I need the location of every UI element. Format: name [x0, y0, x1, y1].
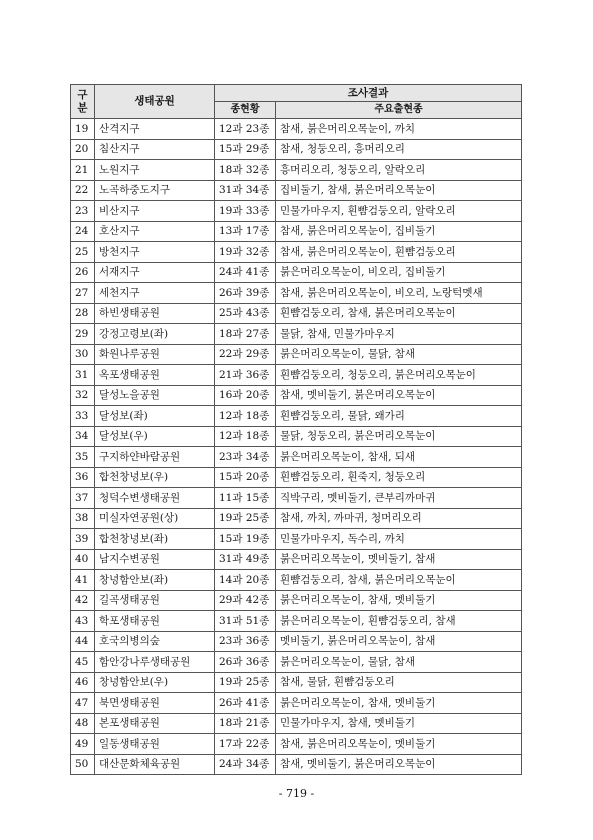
species-count: 24과 34종 [215, 754, 276, 775]
table-row [71, 242, 522, 263]
table-row [71, 693, 522, 714]
park-name: 일동생태공원 [95, 734, 215, 755]
table-row [71, 713, 522, 734]
main-species: 참새, 까치, 까마귀, 청머리오리 [276, 508, 522, 529]
species-count: 18과 27종 [215, 324, 276, 345]
table-row [71, 508, 522, 529]
park-name: 산격지구 [95, 119, 215, 140]
row-number: 45 [71, 652, 95, 673]
table-row [71, 734, 522, 755]
park-name: 미실자연공원(상) [95, 508, 215, 529]
park-name: 본포생태공원 [95, 713, 215, 734]
row-number: 29 [71, 324, 95, 345]
row-number: 43 [71, 611, 95, 632]
main-species: 민물가마우지, 흰뺨검둥오리, 알락오리 [276, 201, 522, 222]
species-count: 12과 18종 [215, 426, 276, 447]
table-row [71, 631, 522, 652]
park-name: 창녕함안보(좌) [95, 570, 215, 591]
row-number: 21 [71, 160, 95, 181]
row-number: 41 [71, 570, 95, 591]
park-name: 노원지구 [95, 160, 215, 181]
table-row [71, 467, 522, 488]
row-number: 28 [71, 303, 95, 324]
park-name: 남지수변공원 [95, 549, 215, 570]
table-row [71, 426, 522, 447]
main-species: 흥머리오리, 청둥오리, 알락오리 [276, 160, 522, 181]
park-name: 달성보(좌) [95, 406, 215, 427]
park-name: 하빈생태공원 [95, 303, 215, 324]
species-count: 26과 39종 [215, 283, 276, 304]
park-name: 방천지구 [95, 242, 215, 263]
header-park: 생태공원 [95, 85, 215, 119]
header-species-count: 종현황 [215, 102, 276, 119]
table-row [71, 590, 522, 611]
species-count: 31과 51종 [215, 611, 276, 632]
table-row [71, 406, 522, 427]
main-species: 직박구리, 멧비둘기, 큰부리까마귀 [276, 488, 522, 509]
main-species: 민물가마우지, 참새, 멧비둘기 [276, 713, 522, 734]
species-count: 17과 22종 [215, 734, 276, 755]
species-count: 31과 34종 [215, 180, 276, 201]
species-count: 31과 49종 [215, 549, 276, 570]
table-row [71, 365, 522, 386]
species-count: 29과 42종 [215, 590, 276, 611]
row-number: 20 [71, 139, 95, 160]
main-species: 참새, 멧비둘기, 붉은머리오목눈이 [276, 754, 522, 775]
park-name: 합천창녕보(우) [95, 467, 215, 488]
species-count: 15과 20종 [215, 467, 276, 488]
main-species: 흰뺨검둥오리, 참새, 붉은머리오목눈이 [276, 303, 522, 324]
row-number: 44 [71, 631, 95, 652]
species-count: 12과 18종 [215, 406, 276, 427]
park-name: 구지하얀바람공원 [95, 447, 215, 468]
main-species: 붉은머리오목눈이, 흰뺨검둥오리, 참새 [276, 611, 522, 632]
park-name: 창녕함안보(우) [95, 672, 215, 693]
main-species: 참새, 붉은머리오목눈이, 비오리, 노랑턱멧새 [276, 283, 522, 304]
row-number: 34 [71, 426, 95, 447]
row-number: 47 [71, 693, 95, 714]
header-survey-result: 조사결과 [215, 85, 522, 102]
table-row [71, 652, 522, 673]
table-row [71, 119, 522, 140]
main-species: 붉은머리오목눈이, 물닭, 참새 [276, 652, 522, 673]
table-row [71, 672, 522, 693]
main-species: 흰뺨검둥오리, 참새, 붉은머리오목눈이 [276, 570, 522, 591]
table-row [71, 549, 522, 570]
row-number: 35 [71, 447, 95, 468]
header-main-species: 주요출현종 [276, 102, 522, 119]
park-name: 호산지구 [95, 221, 215, 242]
table-row [71, 529, 522, 550]
species-count: 19과 25종 [215, 672, 276, 693]
species-count: 23과 36종 [215, 631, 276, 652]
table-row [71, 201, 522, 222]
row-number: 38 [71, 508, 95, 529]
main-species: 붉은머리오목눈이, 참새, 멧비둘기 [276, 693, 522, 714]
park-name: 학포생태공원 [95, 611, 215, 632]
park-name: 옥포생태공원 [95, 365, 215, 386]
table-row [71, 611, 522, 632]
park-name: 청덕수변생태공원 [95, 488, 215, 509]
main-species: 참새, 멧비둘기, 붉은머리오목눈이 [276, 385, 522, 406]
species-count: 19과 33종 [215, 201, 276, 222]
main-species: 참새, 붉은머리오목눈이, 흰뺨검둥오리 [276, 242, 522, 263]
row-number: 25 [71, 242, 95, 263]
park-name: 서재지구 [95, 262, 215, 283]
row-number: 31 [71, 365, 95, 386]
page-number: - 719 - [278, 787, 315, 800]
table-row [71, 447, 522, 468]
main-species: 집비둘기, 참새, 붉은머리오목눈이 [276, 180, 522, 201]
survey-table [70, 84, 522, 775]
species-count: 25과 43종 [215, 303, 276, 324]
park-name: 함안강나루생태공원 [95, 652, 215, 673]
main-species: 흰뺨검둥오리, 흰죽지, 청둥오리 [276, 467, 522, 488]
species-count: 18과 21종 [215, 713, 276, 734]
park-name: 세천지구 [95, 283, 215, 304]
table-row [71, 262, 522, 283]
table-row [71, 324, 522, 345]
row-number: 22 [71, 180, 95, 201]
main-species: 물닭, 참새, 민물가마우지 [276, 324, 522, 345]
table-row [71, 180, 522, 201]
row-number: 42 [71, 590, 95, 611]
main-species: 붉은머리오목눈이, 멧비둘기, 참새 [276, 549, 522, 570]
main-species: 참새, 물닭, 흰뺨검둥오리 [276, 672, 522, 693]
park-name: 합천창녕보(좌) [95, 529, 215, 550]
header-category [71, 85, 95, 119]
park-name: 달성노을공원 [95, 385, 215, 406]
row-number: 36 [71, 467, 95, 488]
species-count: 26과 36종 [215, 652, 276, 673]
table-row [71, 303, 522, 324]
table-row [71, 385, 522, 406]
header-row [71, 85, 522, 102]
species-count: 22과 29종 [215, 344, 276, 365]
main-species: 흰뺨검둥오리, 물닭, 왜가리 [276, 406, 522, 427]
row-number: 50 [71, 754, 95, 775]
header-category-top: 구 [77, 88, 88, 101]
species-count: 24과 41종 [215, 262, 276, 283]
header-category-bottom: 분 [77, 101, 88, 114]
species-count: 16과 20종 [215, 385, 276, 406]
row-number: 27 [71, 283, 95, 304]
park-name: 침산지구 [95, 139, 215, 160]
species-count: 13과 17종 [215, 221, 276, 242]
row-number: 49 [71, 734, 95, 755]
species-count: 12과 23종 [215, 119, 276, 140]
species-count: 21과 36종 [215, 365, 276, 386]
species-count: 19과 32종 [215, 242, 276, 263]
row-number: 24 [71, 221, 95, 242]
park-name: 대산문화체육공원 [95, 754, 215, 775]
species-count: 15과 29종 [215, 139, 276, 160]
species-count: 18과 32종 [215, 160, 276, 181]
park-name: 강정고령보(좌) [95, 324, 215, 345]
main-species: 참새, 붉은머리오목눈이, 까치 [276, 119, 522, 140]
main-species: 붉은머리오목눈이, 물닭, 참새 [276, 344, 522, 365]
species-count: 26과 41종 [215, 693, 276, 714]
row-number: 48 [71, 713, 95, 734]
species-count: 23과 34종 [215, 447, 276, 468]
park-name: 비산지구 [95, 201, 215, 222]
table-row [71, 139, 522, 160]
table-row [71, 283, 522, 304]
main-species: 참새, 붉은머리오목눈이, 멧비둘기 [276, 734, 522, 755]
table-row [71, 488, 522, 509]
species-count: 14과 20종 [215, 570, 276, 591]
main-species: 붉은머리오목눈이, 비오리, 집비둘기 [276, 262, 522, 283]
main-species: 물닭, 청둥오리, 붉은머리오목눈이 [276, 426, 522, 447]
row-number: 30 [71, 344, 95, 365]
row-number: 33 [71, 406, 95, 427]
table-row [71, 221, 522, 242]
row-number: 26 [71, 262, 95, 283]
row-number: 19 [71, 119, 95, 140]
park-name: 노곡하중도지구 [95, 180, 215, 201]
table-body [71, 119, 522, 775]
species-count: 15과 19종 [215, 529, 276, 550]
park-name: 달성보(우) [95, 426, 215, 447]
main-species: 붉은머리오목눈이, 참새, 멧비둘기 [276, 590, 522, 611]
main-species: 붉은머리오목눈이, 참새, 되새 [276, 447, 522, 468]
main-species: 참새, 청둥오리, 흥머리오리 [276, 139, 522, 160]
park-name: 길곡생태공원 [95, 590, 215, 611]
row-number: 32 [71, 385, 95, 406]
main-species: 참새, 붉은머리오목눈이, 집비둘기 [276, 221, 522, 242]
table-row [71, 160, 522, 181]
main-species: 민물가마우지, 독수리, 까치 [276, 529, 522, 550]
table-row [71, 344, 522, 365]
row-number: 23 [71, 201, 95, 222]
table-row [71, 570, 522, 591]
park-name: 화원나루공원 [95, 344, 215, 365]
species-count: 19과 25종 [215, 508, 276, 529]
main-species: 흰뺨검둥오리, 청둥오리, 붉은머리오목눈이 [276, 365, 522, 386]
species-count: 11과 15종 [215, 488, 276, 509]
table-row [71, 754, 522, 775]
row-number: 39 [71, 529, 95, 550]
row-number: 37 [71, 488, 95, 509]
main-species: 멧비둘기, 붉은머리오목눈이, 참새 [276, 631, 522, 652]
row-number: 40 [71, 549, 95, 570]
row-number: 46 [71, 672, 95, 693]
park-name: 북면생태공원 [95, 693, 215, 714]
park-name: 호국의병의숲 [95, 631, 215, 652]
